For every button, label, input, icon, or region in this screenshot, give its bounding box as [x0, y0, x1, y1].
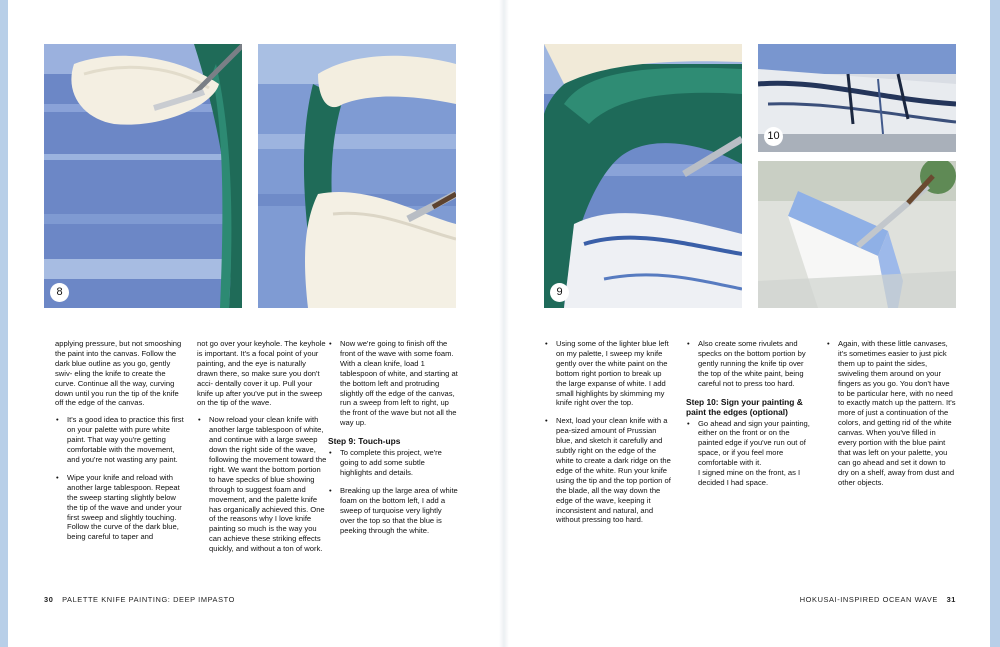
step-heading: Step 9: Touch-ups — [328, 436, 401, 447]
text-column-6 — [826, 339, 956, 496]
bullet-item: • Now we're going to finish off the front of the wave with some foam. With a clean knife, load 1 tablespoon of white, and starting at the bottom left and protruding slightly off the edge of the canvas, run a sweep from left to right, up the front of the wave but not all the way up. — [328, 339, 458, 428]
photo-step-8b — [258, 44, 456, 308]
bullet-item: • Again, with these little canvases, it's sometimes easier to just pick them up to paint the sides, swiveling them around on your fingers as you go. You don't have to be particular here, with no need to exactly match up the pattern. It's more of just a continuation of the colors, and getting rid of the white canvas. When you've filled in every portion with the blue paint that was left on your palette, you can go ahead and set it down to dry on a shelf, away from dust and other objects. — [826, 339, 956, 488]
bullet-item-continued: I signed mine on the front, as I decided I had space. — [698, 468, 801, 487]
left-folio — [44, 595, 235, 604]
bullet-item: • Wipe your knife and reload with another large tablespoon. Repeat the sweep starting slightly below the tip of the wave and under your first sweep and slightly touching. Follow the curve of the dark blue, being careful to taper and — [55, 473, 185, 542]
step-heading: Step 10: Sign your painting & paint the edges (optional) — [686, 396, 803, 417]
bullet-item: • Next, load your clean knife with a pea-sized amount of Prussian blue, and sketch it carefully and subtly right on the edge of the white to create a dark ridge on the edge of the white. Run your knife using the tip and the top portion of the blade, all the way down the edge of the wave, keeping it inconsistent and natural, and without pressing too hard. — [544, 416, 674, 525]
bullet-list — [328, 339, 458, 428]
paragraph: not go over your keyhole. The keyhole is important. It's a focal point of your painting, and the eye is naturally drawn there, so make sure you don't acci- dentally cover it up. Pull your knife up after you've put in the sweep on the tip of the wave. — [197, 339, 326, 408]
bullet-item: • Breaking up the large area of white foam on the bottom left, I add a sweep of turquoise very lightly over the top so that the blue is peeking through the white. — [328, 486, 458, 536]
bullet-list — [826, 339, 956, 488]
text-column-1 — [55, 339, 185, 550]
bullet-list — [686, 339, 816, 389]
step-number-badge: 8 — [50, 283, 69, 302]
bullet-item: • Also create some rivulets and specks on the bottom portion by gently running the knife tip over the top of the white paint, being careful not to press too hard. — [686, 339, 816, 389]
step-number-badge: 10 — [764, 127, 783, 146]
photo-step-10b — [758, 161, 956, 308]
running-title: PALETTE KNIFE PAINTING: DEEP IMPASTO — [62, 595, 235, 604]
bullet-list — [544, 339, 674, 525]
text-column-4 — [544, 339, 674, 533]
bullet-item: • Now reload your clean knife with another large tablespoon of white, and continue with a large sweep down the right side of the wave, following the movement toward the right. We want the bottom portion to have specks of blue showing through to suggest foam and movement, and the palette knife has organically achieved this. One of the reasons why I love knife painting so much is the way you can achieve these striking effects quickly, and without a ton of work. — [197, 415, 327, 554]
photo-step-9a — [544, 44, 742, 308]
bullet-list — [197, 415, 327, 554]
bullet-item: • Using some of the lighter blue left on my palette, I sweep my knife gently over the white paint on the bottom right portion to break up the large expanse of white. I add small highlights by skimming my knife right over the top. — [544, 339, 674, 408]
bullet-list — [686, 419, 816, 488]
text-column-3 — [328, 339, 458, 543]
bullet-item: • It's a good idea to practice this first on your palette with pure white paint. That way you're getting comfortable with the movement, and you're not wasting any paint. — [55, 415, 185, 465]
bullet-list — [328, 448, 458, 535]
paragraph: applying pressure, but not smooshing the paint into the canvas. Follow the dark blue outline as you go, gently swiv- eling the knife to create the curve. Continue all the way, curving down until you run the tip of the knife off the edge of the canvas. — [55, 339, 182, 408]
running-title: HOKUSAI-INSPIRED OCEAN WAVE — [799, 595, 938, 604]
right-folio — [800, 595, 956, 604]
text-column-5 — [686, 339, 816, 496]
book-spread — [8, 0, 990, 647]
page-number: 30 — [44, 595, 54, 604]
text-column-2 — [197, 339, 327, 562]
bullet-item: • Go ahead and sign your painting, either on the front or on the painted edge if you've run out of space, or if you feel more comfortable with it. — [686, 419, 816, 469]
bullet-list — [55, 415, 185, 542]
photo-step-10a — [758, 44, 956, 152]
photo-step-8a — [44, 44, 242, 308]
book-gutter — [499, 0, 509, 647]
bullet-item: • To complete this project, we're going to add some subtle highlights and details. — [328, 448, 458, 478]
step-number-badge: 9 — [550, 283, 569, 302]
page-number: 31 — [946, 595, 956, 604]
